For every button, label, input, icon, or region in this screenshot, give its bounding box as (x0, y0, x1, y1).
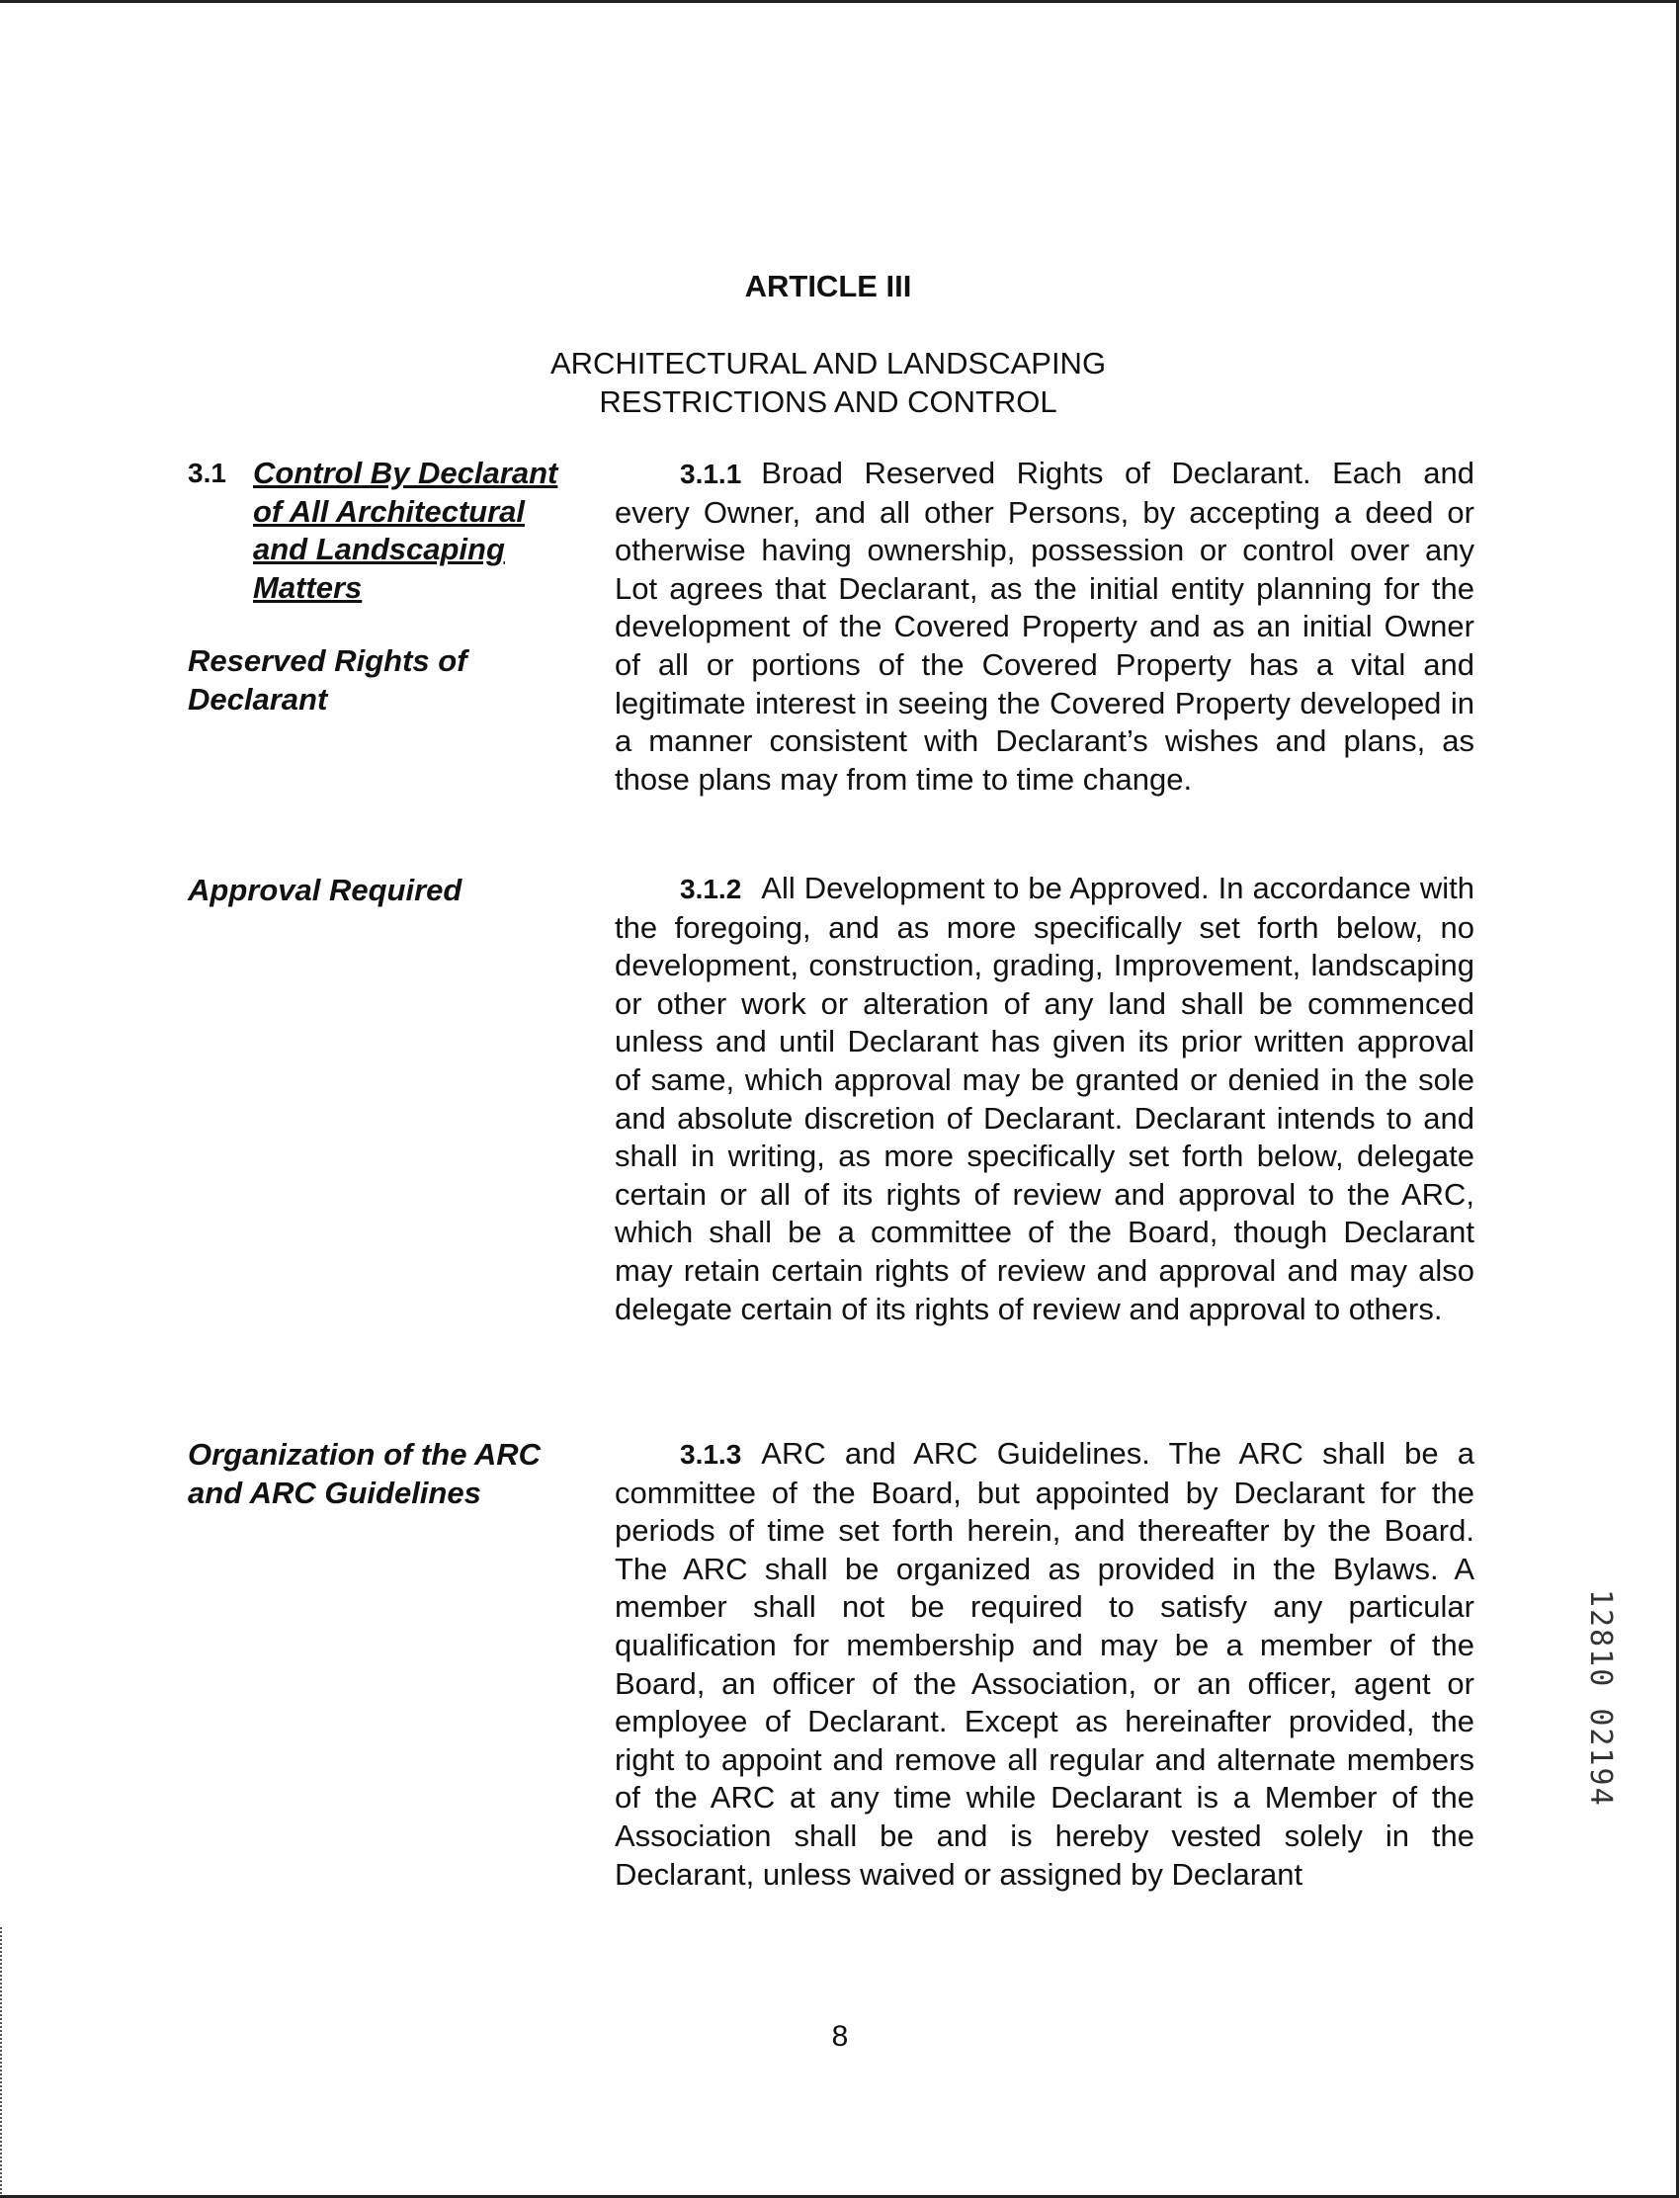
paragraph-text: All Development to be Approved. In accordance with the foregoing, and as more specifically set forth below, no development, construction, grading, Improvement, landscaping or other work or alteration of any land shall be commenced unless and until Declarant has given its prior written approval of same, which approval may be granted or denied in the sole and absolute discretion of Declarant. Declarant intends to and shall in writing, as more specifically set forth below, delegate certain or all of its rights of review and approval to the ARC, which shall be a committee of the Board, though Declarant may retain certain rights of review and approval and may also delegate certain of its rights of review and approval to others. (615, 871, 1474, 1326)
sidenote-reserved-rights: Reserved Rights of Declarant (188, 643, 467, 717)
paragraph-3-1-2 (615, 870, 1474, 1328)
recording-stamp-number: 12810 02194 (1583, 1589, 1618, 1808)
paragraph-3-1-1 (615, 455, 1474, 799)
paragraph-text: ARC and ARC Guidelines. The ARC shall be a committee of the Board, but appointed by Declarant for the periods of time set forth herein, and thereafter by the Board. The ARC shall be organized as provided in the Bylaws. A member shall not be required to satisfy any particular qualification for membership and may be a member of the Board, an officer of the Association, or an officer, agent or employee of Declarant. Except as hereinafter provided, the right to appoint and remove all regular and alternate members of the ARC at any time while Declarant is a Member of the Association shall be and is hereby vested solely in the Declarant, unless waived or assigned by Declarant (615, 1436, 1474, 1892)
paragraph-text: Broad Reserved Rights of Declarant. Each and every Owner, and all other Persons, by accepting a deed or otherwise having ownership, possession or control over any Lot agrees that Declarant, as the initial entity planning for the development of the Covered Property and as an initial Owner of all or portions of the Covered Property has a vital and legitimate interest in seeing the Covered Property developed in a manner consistent with Declarant’s wishes and plans, as those plans may from time to time change. (615, 456, 1474, 797)
paragraph-3-1-3 (615, 1435, 1474, 1894)
paragraph-number: 3.1.2 (680, 874, 742, 904)
section-heading-line: Matters (253, 569, 363, 605)
section-3-1-heading (188, 455, 593, 607)
paragraph-number: 3.1.1 (680, 459, 742, 489)
section-number: 3.1 (188, 458, 226, 488)
article-title: ARTICLE III (744, 269, 912, 303)
section-heading-line: Control By Declarant (253, 456, 558, 490)
article-subtitle-line2: RESTRICTIONS AND CONTROL (599, 384, 1057, 419)
section-heading-line: of All Architectural (253, 493, 526, 529)
article-subtitle-line1: ARCHITECTURAL AND LANDSCAPING (549, 346, 1107, 380)
scan-edge-marks (0, 1927, 6, 2194)
sidenote-organization: Organization of the ARC and ARC Guidelines (188, 1437, 542, 1510)
article-subtitle (0, 344, 1656, 421)
paragraph-number: 3.1.3 (680, 1439, 742, 1470)
sidenote-approval-required: Approval Required (188, 873, 462, 907)
page-number: 8 (831, 2020, 849, 2053)
section-heading-line: and Landscaping (253, 532, 505, 566)
